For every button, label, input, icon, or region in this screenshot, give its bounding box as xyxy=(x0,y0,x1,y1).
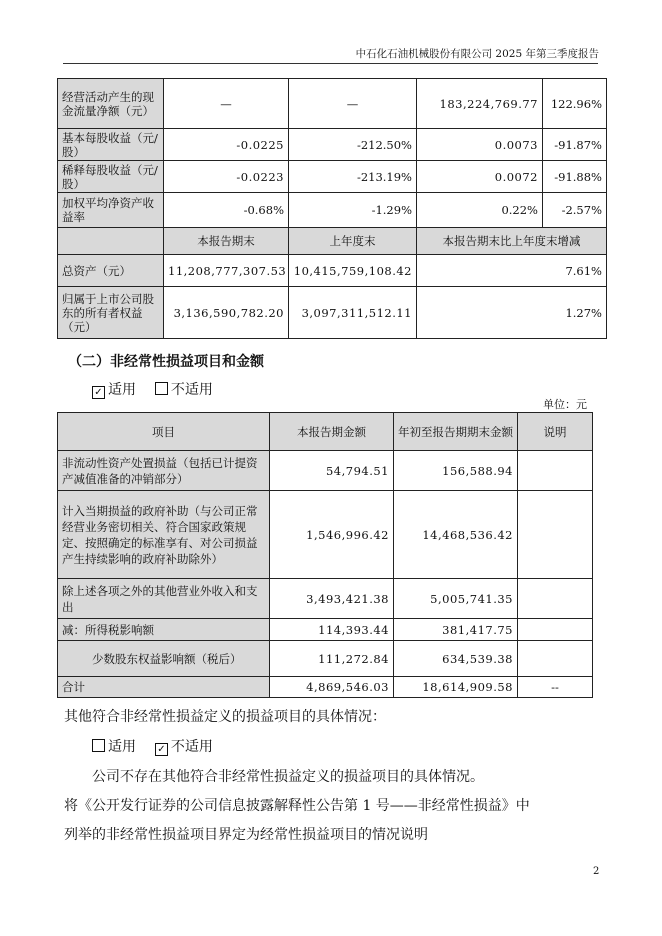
cell-value: 1.27% xyxy=(417,287,607,339)
cell-value: 4,869,546.03 xyxy=(270,677,394,698)
cell-value: 5,005,741.35 xyxy=(394,579,518,619)
column-header: 说明 xyxy=(518,413,593,451)
table-row xyxy=(58,161,607,193)
table-total-row xyxy=(58,677,593,698)
column-header: 本报告期末比上年度末增减 xyxy=(417,228,607,255)
section-title: （二）非经常性损益项目和金额 xyxy=(68,354,264,370)
cell-value: 114,393.44 xyxy=(270,619,394,641)
item-label: 合计 xyxy=(58,677,270,698)
item-label: 计入当期损益的政府补助（与公司正常经营业务密切相关、符合国家政策规定、按照确定的标准享有、对公司损益产生持续影响的政府补助除外） xyxy=(58,491,270,579)
cell-value: 11,208,777,307.53 xyxy=(164,255,289,287)
applicability-options xyxy=(92,379,213,399)
column-header: 年初至报告期期末金额 xyxy=(394,413,518,451)
item-label: 少数股东权益影响额（税后） xyxy=(58,641,270,677)
empty-header-cell xyxy=(58,228,164,255)
cell-note: -- xyxy=(518,677,593,698)
table-row xyxy=(58,79,607,129)
statement-paragraph: 公司不存在其他符合非经常性损益定义的损益项目的具体情况。 xyxy=(92,769,484,785)
non-recurring-items-table xyxy=(57,412,593,698)
cell-value: -0.0223 xyxy=(164,161,289,193)
column-header: 本报告期末 xyxy=(164,228,289,255)
option-applicable-label: 适用 xyxy=(108,739,136,755)
table-row xyxy=(58,619,593,641)
cell-value: 10,415,759,108.42 xyxy=(289,255,417,287)
cell-value: -1.29% xyxy=(289,193,417,228)
cell-value: -212.50% xyxy=(289,129,417,161)
cell-value: 122.96% xyxy=(543,79,607,129)
page-number: 2 xyxy=(593,866,600,877)
row-label: 归属于上市公司股东的所有者权益（元） xyxy=(58,287,164,339)
cell-value: 156,588.94 xyxy=(394,451,518,491)
column-header: 上年度末 xyxy=(289,228,417,255)
table-row xyxy=(58,579,593,619)
unchecked-box-icon xyxy=(92,739,105,752)
row-label: 经营活动产生的现金流量净额（元） xyxy=(58,79,164,129)
table-row xyxy=(58,451,593,491)
cell-note xyxy=(518,619,593,641)
table-row xyxy=(58,287,607,339)
header-divider xyxy=(63,63,598,64)
cell-value: 3,097,311,512.11 xyxy=(289,287,417,339)
cell-note xyxy=(518,451,593,491)
cell-value: 7.61% xyxy=(417,255,607,287)
item-label: 非流动性资产处置损益（包括已计提资产减值准备的冲销部分） xyxy=(58,451,270,491)
cell-value: -213.19% xyxy=(289,161,417,193)
key-financial-table xyxy=(57,78,607,339)
row-label: 基本每股收益（元/股） xyxy=(58,129,164,161)
cell-value: -0.0225 xyxy=(164,129,289,161)
cell-value: 0.0073 xyxy=(417,129,543,161)
cell-note xyxy=(518,641,593,677)
table-row xyxy=(58,641,593,677)
cell-value: -0.68% xyxy=(164,193,289,228)
checked-box-icon: ✓ xyxy=(92,386,105,399)
table-header-row xyxy=(58,413,593,451)
cell-value: 183,224,769.77 xyxy=(417,79,543,129)
cell-value: 3,136,590,782.20 xyxy=(164,287,289,339)
other-items-heading: 其他符合非经常性损益定义的损益项目的具体情况： xyxy=(64,709,386,725)
cell-value: 54,794.51 xyxy=(270,451,394,491)
row-label: 加权平均净资产收益率 xyxy=(58,193,164,228)
table-row xyxy=(58,129,607,161)
item-label: 除上述各项之外的其他营业外收入和支出 xyxy=(58,579,270,619)
cell-value: 0.22% xyxy=(417,193,543,228)
unit-label: 单位：元 xyxy=(543,398,587,411)
cell-value: -91.88% xyxy=(543,161,607,193)
table-row xyxy=(58,193,607,228)
option-not-applicable-label: 不适用 xyxy=(170,382,213,398)
column-header: 本报告期金额 xyxy=(270,413,394,451)
column-header: 项目 xyxy=(58,413,270,451)
disclosure-paragraph-line-1: 将《公开发行证券的公司信息披露解释性公告第 1 号——非经常性损益》中 xyxy=(64,798,530,814)
cell-note xyxy=(518,579,593,619)
cell-note xyxy=(518,491,593,579)
cell-value: 1,546,996.42 xyxy=(270,491,394,579)
unchecked-box-icon xyxy=(155,382,168,395)
cell-value: 634,539.38 xyxy=(394,641,518,677)
cell-value: — xyxy=(164,79,289,129)
table-header-row xyxy=(58,228,607,255)
disclosure-paragraph-line-2: 列举的非经常性损益项目界定为经常性损益项目的情况说明 xyxy=(64,827,428,843)
report-header-title: 中石化石油机械股份有限公司 2025 年第三季度报告 xyxy=(355,48,599,60)
row-label: 稀释每股收益（元/股） xyxy=(58,161,164,193)
row-label: 总资产（元） xyxy=(58,255,164,287)
cell-value: 14,468,536.42 xyxy=(394,491,518,579)
cell-value: 381,417.75 xyxy=(394,619,518,641)
cell-value: -2.57% xyxy=(543,193,607,228)
option-applicable-label: 适用 xyxy=(108,382,136,398)
option-not-applicable-label: 不适用 xyxy=(170,739,213,755)
other-applicability-options xyxy=(92,736,213,756)
checked-box-icon: ✓ xyxy=(155,743,168,756)
cell-value: 3,493,421.38 xyxy=(270,579,394,619)
table-row xyxy=(58,255,607,287)
cell-value: — xyxy=(289,79,417,129)
item-label: 减：所得税影响额 xyxy=(58,619,270,641)
cell-value: 0.0072 xyxy=(417,161,543,193)
cell-value: 111,272.84 xyxy=(270,641,394,677)
cell-value: -91.87% xyxy=(543,129,607,161)
table-row xyxy=(58,491,593,579)
cell-value: 18,614,909.58 xyxy=(394,677,518,698)
